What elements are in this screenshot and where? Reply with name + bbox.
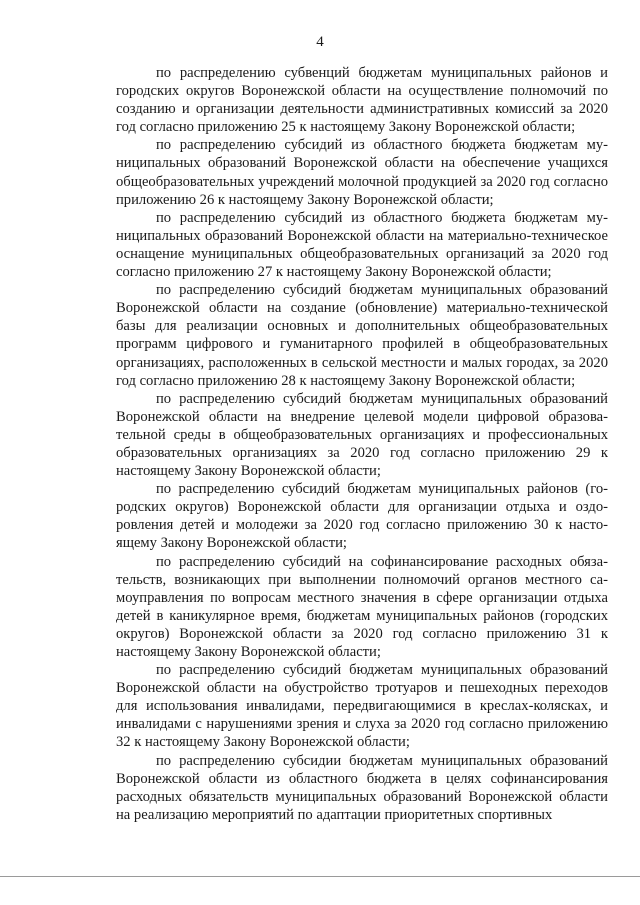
paragraph: по распределению субсидии бюджетам муниципальных образований Воронежской области из областного бюджета в целях софинансирования расходных обязательств муниципальных образований Воронежской области на реализацию мероприятий по адаптации приоритетных спортивных bbox=[116, 752, 608, 823]
paragraph: по распределению субсидий на софинансирование расходных обязательств, возникающих при выполнении полномочий органов местного самоуправления по вопросам местного значения в сфере организации отдыха детей в каникулярное время, бюджетам муниципальных районов (городских округов) Воронежской области за 2020 год согласно приложению 31 к настоящему Закону Воронежской области; bbox=[116, 553, 608, 660]
document-body bbox=[116, 64, 608, 824]
paragraph: по распределению субсидий бюджетам муниципальных районов (городских округов) Воронежской области для организации отдыха и оздоровления детей и молодежи за 2020 год согласно приложению 30 к настоящему Закону Воронежской области; bbox=[116, 481, 608, 552]
bottom-divider bbox=[0, 876, 640, 877]
page-number: 4 bbox=[316, 34, 324, 50]
paragraph: по распределению субсидий из областного бюджета бюджетам муниципальных образований Воронежской области на материально-техническое оснащение муниципальных общеобразовательных организаций за 2020 год согласно приложению 27 к настоящему Закону Воронежской области; bbox=[116, 209, 608, 281]
paragraph: по распределению субсидий бюджетам муниципальных образований Воронежской области на внедрение целевой модели цифровой образовательной среды в общеобразовательных организациях и профессиональных образовательных организациях за 2020 год согласно приложению 29 к настоящему Закону Воронежской области; bbox=[116, 390, 608, 480]
paragraph: по распределению субсидий бюджетам муниципальных образований Воронежской области на обустройство тротуаров и пешеходных переходов для использования инвалидами, передвигающимися в креслах-колясках, и инвалидами с нарушениями зрения и слуха за 2020 год согласно приложению 32 к настоящему Закону Воронежской области; bbox=[116, 662, 608, 751]
paragraph: по распределению субсидий из областного бюджета бюджетам муниципальных образований Воронежской области на обеспечение учащихся общеобразовательных учреждений молочной продукцией за 2020 год согласно приложению 26 к настоящему Закону Воронежской области; bbox=[116, 137, 608, 208]
paragraph: по распределению субвенций бюджетам муниципальных районов и городских округов Воронежской области на осуществление полномочий по созданию и организации деятельности административных комиссий за 2020 год согласно приложению 25 к настоящему Закону Воронежской области; bbox=[116, 65, 608, 136]
paragraph: по распределению субсидий бюджетам муниципальных образований Воронежской области на создание (обновление) материально-технической базы для реализации основных и дополнительных общеобразовательных программ цифрового и гуманитарного профилей в общеобразовательных организациях, расположенных в сельской местности и малых городах, за 2020 год согласно приложению 28 к настоящему Закону Воронежской области; bbox=[116, 282, 608, 389]
